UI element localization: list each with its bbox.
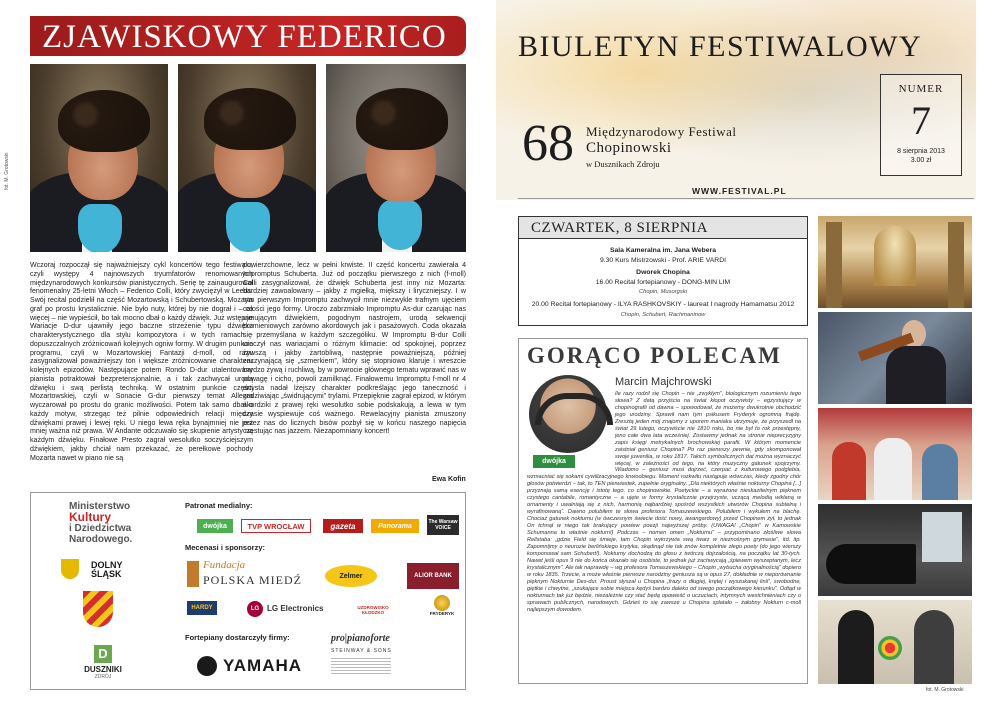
- duszniki-logo: D DUSZNIKI ZDRÓJ: [84, 646, 122, 680]
- fundacja-mark-icon: [187, 561, 199, 587]
- article-column-2: powierzchowne, lecz w pełni krwiste. II część koncertu zawierała 4 Impromptus Schuberta. Już od początku pierwszego z nich (f-moll) Colli zasygnalizował, że dźwięk Schuberta jest inny niż Mozarta: bardziej zawoalowany – jakby z mgiełką, miększy i liryczniejszy. I w tym pierwszym Impromptu zachwycił mnie niezwykle trafnym ujęciem całości jego formy. Uroczo zabrzmiało Impromptu As-dur czarując nas ujmującym dźwiękiem, pogodnym nastrojem, urodą sekwencji brzmieniowych zarówno akordowych jak i pasażowych. Coda okazała się przemyślana w każdym szczególiku. W Impromptu B-dur Colli uraczył nas wariacjami o różnym klimacie: od spokojnej, poprzez żywszą i jakby żartobliwą, następnie poważniejszą, później zaczynającą się „szmerkiem”, który się stopniowo klaruje i wreszcie bardzo żywą i ruchliwą, by w powrocie głównego tematu wprawić nas w powagę i cicho, powoli zamilknąć. Finałowemu Impromptu f-moll nr 4 artysta nadał lżejszy charakter podkreślając jego taneczność i zadziwiając „świdrującymi” trylami. Przepięknie zagrał epizod, w którym akordziki z prawej ręki wesolutko sobie podskakują, a lewa w tym czasie wyspiewuje coś ważnego. Rewelacyjny pianista zmuszony przez nas do licznych bisów pozbył się w końcu naszego napięcia częstując nas jazzem. Niezapomniany koncert!: [243, 262, 466, 436]
- festival-name: Międzynarodowy Festiwal Chopinowski w Dusznikach Zdroju: [586, 124, 737, 169]
- issue-date-price: 8 sierpnia 2013 3.00 zł: [897, 148, 945, 164]
- pianist-photo-2: [178, 64, 316, 252]
- pianist-photo-1: [30, 64, 168, 252]
- article-title-banner: [30, 16, 466, 56]
- schedule-event: 9.30 Kurs Mistrzowski - Prof. ARIE VARDI: [599, 257, 727, 264]
- schedule-event: 16.00 Recital fortepianowy - DONG-MIN LIM: [595, 279, 731, 286]
- pianist-photo-3: [326, 64, 466, 252]
- lg-mark-icon: LG: [247, 601, 263, 617]
- dwojka-logo: dwójka: [197, 519, 233, 533]
- fundacja-polska-miedz-logo: Fundacja POLSKA MIEDŹ: [187, 559, 311, 591]
- side-photo-credit: fot. M. Grotowski: [926, 687, 964, 693]
- eagle-crest-icon: [61, 559, 79, 579]
- schedule-program: Chopin, Musorgski: [638, 289, 687, 295]
- zelmer-logo: Zelmer: [325, 565, 377, 587]
- panorama-logo: Panorama: [371, 519, 419, 533]
- audience-person: [922, 444, 958, 500]
- hall-window: [922, 512, 962, 562]
- duszniki-crest-icon: [83, 591, 113, 627]
- flowers-ceremony-photo: [818, 600, 972, 684]
- pianos-label: Fortepiany dostarczyły firmy:: [185, 633, 290, 642]
- pillar-left: [826, 222, 842, 308]
- alior-bank-logo: ALIOR BANK: [407, 563, 459, 589]
- issue-number: 7: [911, 98, 931, 143]
- recommendation-title: GORĄCO POLECAM: [527, 343, 782, 368]
- article-author: Ewa Kofin: [432, 476, 466, 483]
- tvp-wroclaw-logo: TVP WROCŁAW: [241, 519, 311, 533]
- gazeta-logo: gazeta: [323, 519, 363, 533]
- church-interior-photo: [818, 216, 972, 308]
- man-figure: [838, 610, 874, 684]
- ministry-logo: Ministerstwo Kultury i Dziedzictwa Narodowego.: [69, 501, 133, 545]
- yamaha-logo: YAMAHA: [197, 655, 317, 677]
- altar-shape: [874, 226, 916, 286]
- schedule-venue: Sala Kameralna im. Jana Webera: [609, 247, 717, 254]
- d-mark-icon: D: [94, 645, 112, 663]
- fryderyk-medal-icon: [434, 595, 450, 611]
- fryderyk-logo: FRYDERYK: [427, 595, 457, 623]
- festival-edition-number: 68: [522, 115, 574, 172]
- media-label: Patronat medialny:: [185, 501, 253, 510]
- header-divider: [518, 198, 974, 199]
- audience-person: [874, 438, 912, 500]
- website-link[interactable]: WWW.FESTIVAL.PL: [692, 186, 787, 196]
- lg-logo: LG LG Electronics: [247, 601, 335, 617]
- patrons-label: Mecenasi i sponsorzy:: [185, 543, 266, 552]
- schedule-event: 20.00 Recital fortepianowy - ILYA RASHKOVSKIY - laureat I nagrody Hamamatsu 2012: [531, 301, 795, 308]
- article-column-1: Wczoraj rozpoczął się najważniejszy cykl koncertów tego festiwalu, czyli występy 4 najnowszych tryumfatorów renomowanych międzynarodowych konkursów pianistycznych. Serię tę zainaugurował fenomenalny 25-letni Włoch – Federico Colli, który zwyciężył w Leeds. Swój recital podzielił na część Mozartowską i Schubertowską. Mozarta graf po prostu krystalicznie. Nie było nuty, której by nie dograł i – co więcej – nie wypieścił, bo tak mocno dbał o każdy dźwięk. Już wstępne Wariacje D-dur ujawniły jego baczne strzeżenie typu dźwięku charakterystycznego dla stylu kompozytora i w tych ramach - dopuszczalnych zróżnicowań kolejnych ogniw formy. W drugim punkcie programu, czyli w Mozartowskiej Fantazji d-moll, od razu zasygnalizował poważniejszy ton i większe zróżnicowanie charakteru kolejnych epizodów. Następujące potem Rondo D-dur utalentowany pianista potraktował bezpretensjonalnie, a i tak zachwycał urodą dźwięku i swą perlistą techniką. W ostatnim punkcie części Mozartowskiej, czyli w Sonacie G-dur pierwszy temat Allegra wyczarował po prostu do granic możliwości. Potem tak samo dbał o każdy motyw, strzegąc też pilnie odpowiednich relacji między dźwiękami prawej i lewej ręki. U niego lewa ręka bynajmniej nie jest mniej ważna niż prawa. W Andante odczuwało się skupienie artysty na każdym dźwięku. Finałowe Presto zagrał wesolutko soczyściejszym dźwiękiem, jakby chciał nam przekazać, że perełkowe pochody Mozarta nawet w piano nie są: [30, 262, 253, 462]
- pillar-right: [948, 222, 964, 308]
- recommendation-box: [518, 338, 808, 684]
- issue-label: NUMER: [898, 83, 944, 95]
- violinist-photo: [818, 312, 972, 404]
- warsaw-voice-logo: The Warsaw VOICE: [427, 515, 459, 535]
- flowers: [878, 636, 902, 660]
- address-lines: [331, 658, 391, 674]
- schedule-program: Chopin, Schubert, Rachmaninow: [620, 312, 706, 318]
- dolny-slask-logo: DOLNY ŚLĄSK: [61, 557, 171, 581]
- bulletin-title: BIULETYN FESTIWALOWY: [518, 30, 923, 63]
- schedule-box: [518, 216, 808, 326]
- recommendation-text: Ile razy rodził się Chopin – nie „zwykłym”, biologicznym rozumieniu tego słowa? Z datą przyjścia na świat kłopot oczywisty – egzystujący w chopinografii od dawna – spowodował, że możemy dwukrotnie obchodzić jego urodziny. Sprawił nam tym psikusem Fryderyk ogromną frajdę. Zresztą jeden mój znajomy z uporem maniaka utrzymuje, że przyszedł na świat 29 lutego, oczywiście nie 1810 roku, bo nie był to rok przestępny, jeno całe dwa lata wcześniej. Zostawmy jednak na stronie nieprecyzyjny zapis księgi metrykalnych brochowskiej parafii. W którym momencie zaistniał geniusz Chopina? Po raz pierwszy pewnie, gdy skomponował swoje juwenilia, w roku 1817. Takich symbolicznych dat można wyznaczyć więcej, w zależności od tego, na który muzyczny gatunek spojrzymy. Wiadomo – geniusz musi dojrzeć, czerpać z kulturowego podglebia, wzmacniać się sokami cywilizacyjnego krwioobiegu. Moment rozkwitu nastąpuje wówczas, kiedy zgodny chór głosów potwierdzi – tak, to TEN pierwiastek, zupełnie oryginalny. „Dla niektórych właśnie nokturny Chopina [...] przyznają samą esencję i istotę tego, co chopinowskie. Poetyckie – a wyrażone nieskazitelnym pięknem czystego cantabile, romantyczne – a ujęte w formy krystalicznie przejrzyste, uczącą melodią wiklaną w ornamenty i uwalniają się z nich, harmonią najbardziej spośród wszystkich utworów Chopina subtelną i wyrafinowaną”. Dawno polubiłem te słowa profesora Tomaszewskiego. Polubiłem i wykułem na blachę. Chociaż gatunek nokturnu (w ówczesnym świecie dość nowy, awangardowy) przed Chopinem żył, to jednak On tchnął w niego tak brakujący powiew poezji najwyższej próby. (UWAGA! „Chopin” w Kamowskie Schumanna to właśnie nokturn!) Podczas – nomen omen „Nokturnu” – przypominano złośliwe słowa Rellstaba: „gdzie Field się śmieje, tam Chopin wykrzywia swą twarz w nieznośnym grymasie”, itd. itp. Zapomnijmy o neurozie berlińskiego krytyka, skądinąd nie tak znów kompletnie złego poety (do jego wierszy komponował sam Schubert!). Nokturny dochodzą do głosu z twórczą dojrzałością, na początku lat 30-tych. Nawet jeśli opus 9 nie do końca okazało się osobiste, to jednak już zachwycają „śpiewem wyszeptanym, lecz krystalicznym”. Ale tak naprawdę – wg profesora Tomaszewskiego – Chopin „wybucha oryginalnością” dopiero w roku 1835. Trzecie, a może właśnie pierwsze narodziny geniusza są w opus 27, dokładnie w nieporównanie pięknym Nokturnie Des-dur. Proust słyszał u Chopina „frazy o długiej, krętej i wyszukanej linii”, swobodne, giętkie i chwytne, „szukające sobie miejsca kędyś bardzo daleko od swego początkowego kierunku”. Odtąd w nokturnach tak już będzie, niezależnie czy stać będą opowieść o uczuciach, intymnych westchnieniach czy o sprawach publicznych, narodowych. Gdzieś to się zawsze u Chopina splatało – żałobny Nokturn c-moll najlepszym dowodem.: [527, 391, 801, 613]
- audience-person: [832, 442, 866, 500]
- piano-hall-photo: [818, 504, 972, 596]
- audience-photo: [818, 408, 972, 500]
- sponsors-box: [30, 492, 466, 690]
- author-photo: [529, 375, 607, 453]
- photo-credit: fot. M. Grotowski: [4, 152, 10, 190]
- woman-figure: [914, 610, 954, 684]
- recommendation-author: Marcin Majchrowski: [615, 376, 712, 388]
- grand-piano: [826, 544, 916, 584]
- violinist-body: [886, 346, 946, 404]
- dwojka-badge: dwójka: [533, 455, 575, 468]
- schedule-venue: Dworek Chopina: [636, 269, 690, 276]
- pro-pianoforte-logo: pro|pianoforte STEINWAY & SONS: [331, 633, 441, 685]
- tuning-forks-icon: [197, 656, 217, 676]
- schedule-header: CZWARTEK, 8 SIERPNIA: [519, 217, 807, 239]
- left-page: [0, 0, 494, 701]
- uzdrowisko-klodzko-logo: UZDROWISKO KŁODZKO: [357, 605, 389, 615]
- article-title: ZJAWISKOWY FEDERICO: [42, 19, 447, 55]
- hardy-logo: HARDY: [187, 601, 217, 615]
- right-page: [496, 0, 992, 701]
- issue-box: [880, 74, 962, 176]
